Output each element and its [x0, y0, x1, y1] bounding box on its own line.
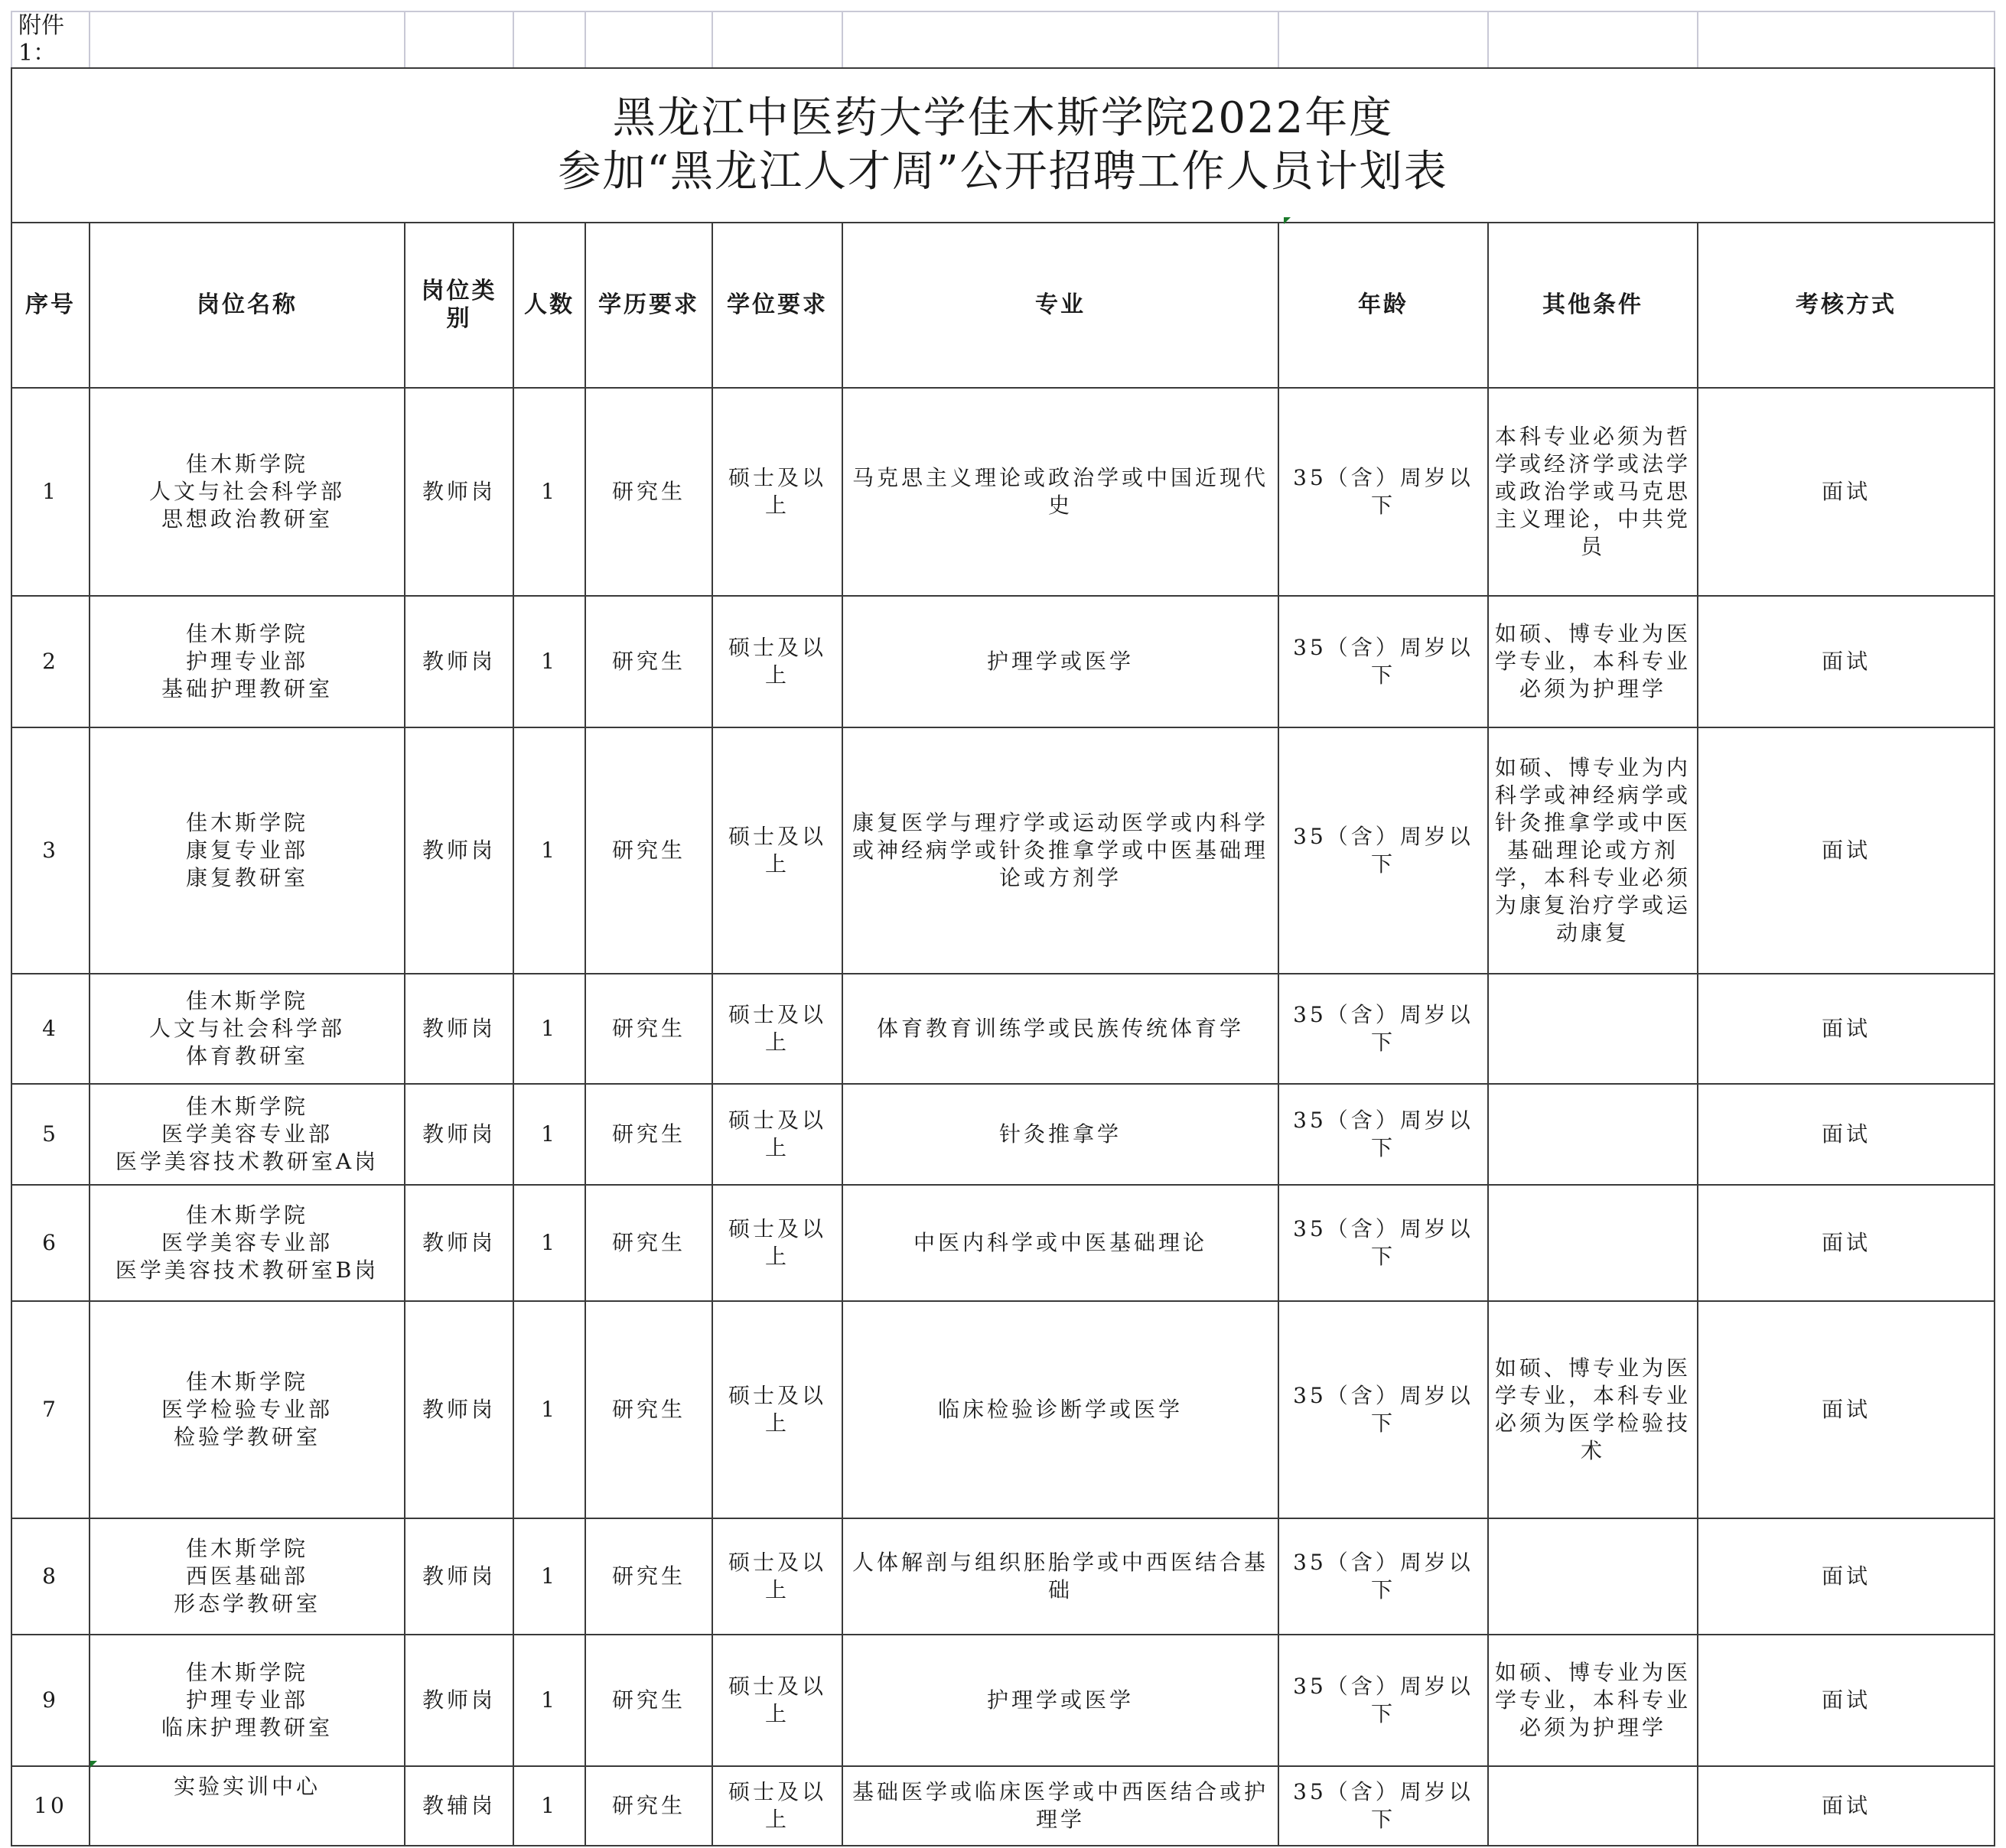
row-age: 35（含）周岁以下: [1278, 727, 1488, 974]
row-age: 35（含）周岁以下: [1278, 1635, 1488, 1766]
post-line: 佳木斯学院: [185, 810, 308, 835]
post-line: 佳木斯学院: [185, 451, 308, 477]
title-line-2: 参加“黑龙江人才周”公开招聘工作人员计划表: [558, 147, 1448, 197]
row-age: 35（含）周岁以下: [1278, 1185, 1488, 1301]
row-degree: 硕士及以上: [712, 1766, 842, 1846]
row-age: 35（含）周岁以下: [1278, 1301, 1488, 1518]
header-age: 年龄: [1278, 223, 1488, 388]
row-no: 7: [11, 1301, 90, 1518]
row-category: 教师岗: [405, 1518, 513, 1635]
header-other: 其他条件: [1488, 223, 1698, 388]
row-degree: 硕士及以上: [712, 974, 842, 1084]
row-other: [1488, 1766, 1698, 1846]
row-education: 研究生: [585, 727, 712, 974]
row-other: 如硕、博专业为内科学或神经病学或针灸推拿学或中医基础理论或方剂学，本科专业必须为康复治疗学或运动康复: [1488, 727, 1698, 974]
row-count: 1: [513, 1518, 585, 1635]
row-exam: 面试: [1698, 974, 1995, 1084]
row-exam: 面试: [1698, 1084, 1995, 1185]
post-line: 实验实训中心: [173, 1774, 321, 1799]
row-major: 康复医学与理疗学或运动医学或内科学或神经病学或针灸推拿学或中医基础理论或方剂学: [842, 727, 1278, 974]
row-no: 8: [11, 1518, 90, 1635]
row-major: 基础医学或临床医学或中西医结合或护理学: [842, 1766, 1278, 1846]
row-age: 35（含）周岁以下: [1278, 974, 1488, 1084]
post-line: 佳木斯学院: [185, 621, 308, 646]
recruitment-plan-table: [11, 11, 1995, 1846]
row-education: 研究生: [585, 1185, 712, 1301]
row-major: 体育教育训练学或民族传统体育学: [842, 974, 1278, 1084]
row-other: 如硕、博专业为医学专业，本科专业必须为护理学: [1488, 596, 1698, 727]
row-no: 2: [11, 596, 90, 727]
row-major: 马克思主义理论或政治学或中国近现代史: [842, 388, 1278, 596]
header-no: 序号: [11, 223, 90, 388]
post-line: 佳木斯学院: [185, 1660, 308, 1685]
header-row: [11, 223, 1995, 388]
row-degree: 硕士及以上: [712, 1518, 842, 1635]
table-row: [11, 727, 1995, 974]
row-other: [1488, 974, 1698, 1084]
row-post: [90, 1635, 405, 1766]
row-degree: 硕士及以上: [712, 727, 842, 974]
header-major: 专业: [842, 223, 1278, 388]
row-other: [1488, 1084, 1698, 1185]
row-exam: 面试: [1698, 388, 1995, 596]
row-education: 研究生: [585, 1084, 712, 1185]
row-major: 针灸推拿学: [842, 1084, 1278, 1185]
row-degree: 硕士及以上: [712, 388, 842, 596]
note-row: [11, 11, 1995, 68]
row-exam: 面试: [1698, 1635, 1995, 1766]
table-row: [11, 974, 1995, 1084]
row-post: [90, 596, 405, 727]
row-education: 研究生: [585, 388, 712, 596]
row-other: [1488, 1518, 1698, 1635]
row-count: 1: [513, 1185, 585, 1301]
row-count: 1: [513, 596, 585, 727]
row-post: [90, 1084, 405, 1185]
row-category: 教师岗: [405, 388, 513, 596]
cell-comment-marker-icon: [1284, 217, 1291, 224]
row-category: 教师岗: [405, 1301, 513, 1518]
row-education: 研究生: [585, 1518, 712, 1635]
row-education: 研究生: [585, 974, 712, 1084]
row-category: 教师岗: [405, 1185, 513, 1301]
row-category: 教辅岗: [405, 1766, 513, 1846]
row-exam: 面试: [1698, 596, 1995, 727]
table-row: [11, 1185, 1995, 1301]
row-exam: 面试: [1698, 727, 1995, 974]
post-line: 思想政治教研室: [161, 506, 333, 532]
header-count: 人数: [513, 223, 585, 388]
row-education: 研究生: [585, 1766, 712, 1846]
row-count: 1: [513, 1766, 585, 1846]
row-no: 6: [11, 1185, 90, 1301]
post-line: 医学美容专业部: [161, 1121, 333, 1147]
row-post: [90, 1301, 405, 1518]
post-line: 检验学教研室: [173, 1424, 321, 1449]
row-education: 研究生: [585, 596, 712, 727]
row-post: [90, 1185, 405, 1301]
table-row: [11, 1301, 1995, 1518]
row-post: [90, 1766, 405, 1846]
row-major: 护理学或医学: [842, 596, 1278, 727]
post-line: 佳木斯学院: [185, 1536, 308, 1561]
row-degree: 硕士及以上: [712, 1635, 842, 1766]
row-category: 教师岗: [405, 974, 513, 1084]
row-other: 如硕、博专业为医学专业，本科专业必须为护理学: [1488, 1635, 1698, 1766]
post-line: 佳木斯学院: [185, 988, 308, 1013]
row-category: 教师岗: [405, 727, 513, 974]
post-line: 医学检验专业部: [161, 1397, 333, 1422]
header-education: 学历要求: [585, 223, 712, 388]
table-row: [11, 1635, 1995, 1766]
row-count: 1: [513, 1084, 585, 1185]
row-no: 1: [11, 388, 90, 596]
table-row: [11, 1766, 1995, 1846]
table-row: [11, 1084, 1995, 1185]
post-line: 形态学教研室: [173, 1591, 321, 1616]
post-line: 护理专业部: [185, 1687, 308, 1713]
row-category: 教师岗: [405, 1084, 513, 1185]
row-education: 研究生: [585, 1301, 712, 1518]
row-category: 教师岗: [405, 596, 513, 727]
row-no: 9: [11, 1635, 90, 1766]
row-exam: 面试: [1698, 1185, 1995, 1301]
table-row: [11, 596, 1995, 727]
post-line: 佳木斯学院: [185, 1094, 308, 1119]
row-post: [90, 388, 405, 596]
row-age: 35（含）周岁以下: [1278, 1766, 1488, 1846]
header-degree: 学位要求: [712, 223, 842, 388]
post-line: 人文与社会科学部: [148, 479, 345, 504]
row-major: 护理学或医学: [842, 1635, 1278, 1766]
row-post: [90, 1518, 405, 1635]
post-line: 基础护理教研室: [161, 676, 333, 701]
table-row: [11, 1518, 1995, 1635]
row-count: 1: [513, 388, 585, 596]
attachment-note: 附件1：: [11, 11, 90, 68]
post-line: 医学美容专业部: [161, 1230, 333, 1255]
row-post: [90, 974, 405, 1084]
row-age: 35（含）周岁以下: [1278, 596, 1488, 727]
row-count: 1: [513, 1301, 585, 1518]
cell-comment-marker-icon: [90, 1761, 97, 1768]
row-degree: 硕士及以上: [712, 596, 842, 727]
table-row: [11, 388, 1995, 596]
page-title: [11, 68, 1995, 223]
post-line: 人文与社会科学部: [148, 1016, 345, 1041]
row-degree: 硕士及以上: [712, 1084, 842, 1185]
post-line: 佳木斯学院: [185, 1369, 308, 1394]
post-line: 护理专业部: [185, 649, 308, 674]
post-line: 西医基础部: [185, 1563, 308, 1589]
post-line: 临床护理教研室: [161, 1715, 333, 1740]
row-age: 35（含）周岁以下: [1278, 1518, 1488, 1635]
row-no: 5: [11, 1084, 90, 1185]
row-degree: 硕士及以上: [712, 1185, 842, 1301]
post-line: 康复教研室: [185, 865, 308, 890]
post-line: 体育教研室: [185, 1043, 308, 1069]
post-line: 医学美容技术教研室B岗: [115, 1257, 379, 1283]
row-degree: 硕士及以上: [712, 1301, 842, 1518]
title-line-1: 黑龙江中医药大学佳木斯学院2022年度: [612, 93, 1394, 143]
header-exam: 考核方式: [1698, 223, 1995, 388]
row-other: 本科专业必须为哲学或经济学或法学或政治学或马克思主义理论，中共党员: [1488, 388, 1698, 596]
row-other: 如硕、博专业为医学专业，本科专业必须为医学检验技术: [1488, 1301, 1698, 1518]
row-count: 1: [513, 974, 585, 1084]
row-count: 1: [513, 727, 585, 974]
row-no: 10: [11, 1766, 90, 1846]
post-line: 康复专业部: [185, 838, 308, 863]
row-count: 1: [513, 1635, 585, 1766]
row-education: 研究生: [585, 1635, 712, 1766]
row-category: 教师岗: [405, 1635, 513, 1766]
row-other: [1488, 1185, 1698, 1301]
row-major: 人体解剖与组织胚胎学或中西医结合基础: [842, 1518, 1278, 1635]
row-exam: 面试: [1698, 1301, 1995, 1518]
row-exam: 面试: [1698, 1518, 1995, 1635]
row-age: 35（含）周岁以下: [1278, 388, 1488, 596]
header-post: 岗位名称: [90, 223, 405, 388]
row-exam: 面试: [1698, 1766, 1995, 1846]
row-no: 3: [11, 727, 90, 974]
header-category: 岗位类别: [405, 223, 513, 388]
row-post: [90, 727, 405, 974]
row-major: 中医内科学或中医基础理论: [842, 1185, 1278, 1301]
post-line: 医学美容技术教研室A岗: [115, 1149, 379, 1174]
title-row: [11, 68, 1995, 223]
row-age: 35（含）周岁以下: [1278, 1084, 1488, 1185]
post-line: 佳木斯学院: [185, 1202, 308, 1228]
row-no: 4: [11, 974, 90, 1084]
row-major: 临床检验诊断学或医学: [842, 1301, 1278, 1518]
